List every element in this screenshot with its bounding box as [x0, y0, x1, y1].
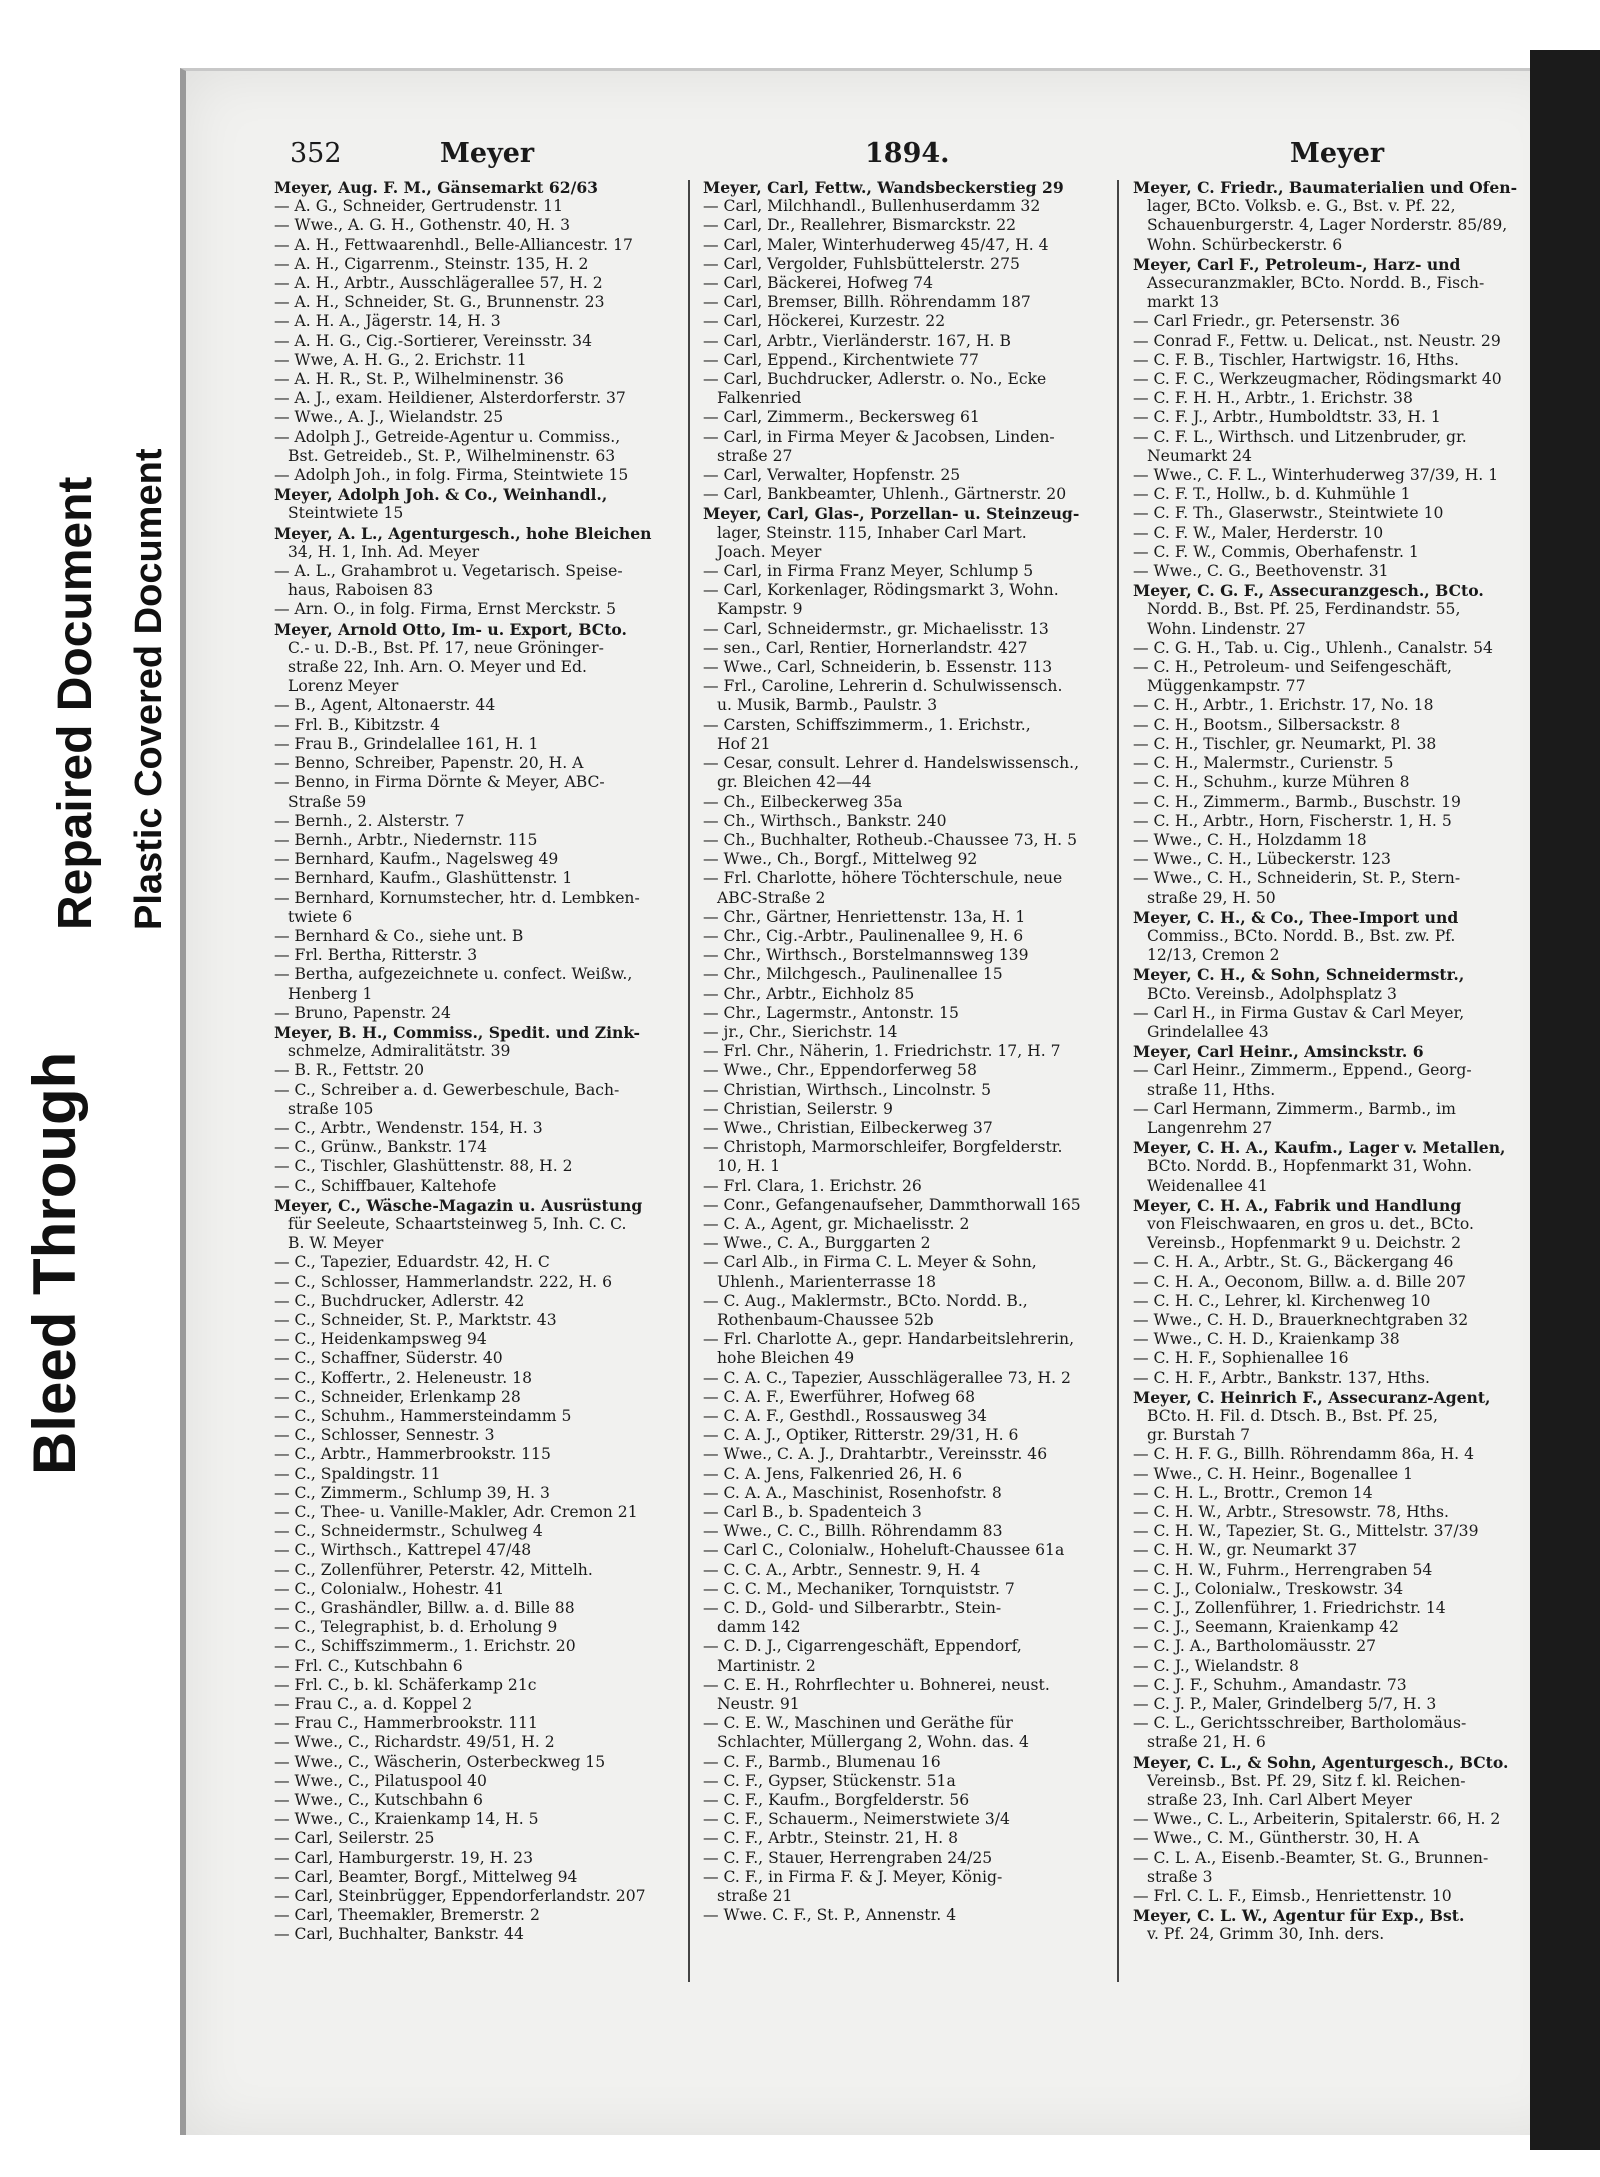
directory-entry: Weidenallee 41 [1147, 1176, 1268, 1195]
directory-entry: 10, H. 1 [717, 1157, 781, 1176]
directory-entry: 34, H. 1, Inh. Ad. Meyer [288, 542, 480, 561]
directory-entry: — C. F., in Firma F. & J. Meyer, König- [703, 1867, 1003, 1886]
directory-entry: — Frl. C., b. kl. Schäferkamp 21c [274, 1675, 537, 1694]
directory-entry: Neumarkt 24 [1147, 446, 1252, 465]
directory-entry: Rothenbaum-Chaussee 52b [717, 1310, 934, 1329]
directory-entry: — Conrad F., Fettw. u. Delicat., nst. Neustr. 29 [1133, 331, 1501, 350]
directory-entry: straße 21, H. 6 [1147, 1733, 1266, 1752]
directory-entry: hohe Bleichen 49 [717, 1349, 855, 1368]
directory-entry: — C. F., Kaufm., Borgfelderstr. 56 [703, 1791, 970, 1810]
directory-entry: — Carl Heinr., Zimmerm., Eppend., Georg- [1133, 1061, 1472, 1080]
directory-entry: Nordd. B., Bst. Pf. 25, Ferdinandstr. 55, [1147, 600, 1461, 619]
directory-entry: — Wwe., C. M., Güntherstr. 30, H. A [1133, 1829, 1420, 1848]
directory-entry: — Frl. C., Kutschbahn 6 [274, 1656, 463, 1675]
directory-entry: Lorenz Meyer [288, 677, 399, 696]
directory-entry: — C. C. M., Mechaniker, Tornquiststr. 7 [703, 1579, 1015, 1598]
directory-entry: — C. A. J., Optiker, Ritterstr. 29/31, H. 6 [703, 1426, 1019, 1445]
directory-entry: — C. L., Gerichtsschreiber, Bartholomäus- [1133, 1714, 1467, 1733]
plastic-covered-label: Plastic Covered Document [128, 448, 170, 930]
directory-entry: — Carl, Maler, Winterhuderweg 45/47, H. 4 [703, 235, 1049, 254]
directory-entry: — C. G. H., Tab. u. Cig., Uhlenh., Canalstr. 54 [1133, 638, 1493, 657]
directory-entry: — C., Heidenkampsweg 94 [274, 1330, 487, 1349]
directory-entry: — C., Schneider, St. P., Marktstr. 43 [274, 1310, 557, 1329]
directory-entry: — Arn. O., in folg. Firma, Ernst Merckstr. 5 [274, 600, 617, 619]
directory-entry: — C. H. C., Lehrer, kl. Kirchenweg 10 [1133, 1291, 1431, 1310]
repaired-document-label: Repaired Document [49, 476, 102, 930]
directory-entry: — Christian, Seilerstr. 9 [703, 1099, 893, 1118]
directory-entry: Schauenburgerstr. 4, Lager Norderstr. 85/89, [1147, 216, 1508, 235]
directory-entry: — Carl, Arbtr., Vierländerstr. 167, H. B [703, 331, 1011, 350]
directory-entry: — B., Agent, Altonaerstr. 44 [274, 696, 496, 715]
directory-entry: Henberg 1 [288, 984, 373, 1003]
directory-entry: — Wwe., C. H., Holzdamm 18 [1133, 830, 1367, 849]
directory-entry: — Carl Hermann, Zimmerm., Barmb., im [1133, 1099, 1456, 1118]
directory-entry: — Carl, Schneidermstr., gr. Michaelisstr. 13 [703, 619, 1049, 638]
directory-entry: Steintwiete 15 [288, 504, 404, 523]
directory-entry: — C. H., Petroleum- und Seifengeschäft, [1133, 658, 1452, 677]
directory-entry: — C. E. H., Rohrflechter u. Bohnerei, neust. [703, 1675, 1050, 1694]
directory-entry: — Wwe, A. H. G., 2. Erichstr. 11 [274, 350, 527, 369]
directory-entry: — Wwe., Carl, Schneiderin, b. Essenstr. 113 [703, 658, 1053, 677]
directory-entry: — C., Schiffbauer, Kaltehofe [274, 1176, 497, 1195]
directory-entry: — C. F. H. H., Arbtr., 1. Erichstr. 38 [1133, 389, 1413, 408]
directory-entry: — Wwe., C. H. D., Kraienkamp 38 [1133, 1330, 1400, 1349]
directory-entry: lager, BCto. Volksb. e. G., Bst. v. Pf. 22, [1147, 197, 1456, 216]
directory-entry: — Carl, Beamter, Borgf., Mittelweg 94 [274, 1867, 578, 1886]
directory-entry: — Wwe., A. J., Wielandstr. 25 [274, 408, 504, 427]
directory-entry: — C., Schaffner, Süderstr. 40 [274, 1349, 503, 1368]
directory-entry: — C. C. A., Arbtr., Sennestr. 9, H. 4 [703, 1560, 981, 1579]
directory-entry: — Adolph Joh., in folg. Firma, Steintwiete 15 [274, 466, 629, 485]
directory-entry: straße 11, Hths. [1147, 1080, 1276, 1099]
directory-entry: — C. D. J., Cigarrengeschäft, Eppendorf, [703, 1637, 1022, 1656]
directory-entry: — C. A., Agent, gr. Michaelisstr. 2 [703, 1214, 970, 1233]
directory-entry: schmelze, Admiralitätstr. 39 [288, 1042, 511, 1061]
directory-entry: BCto. Nordd. B., Hopfenmarkt 31, Wohn. [1147, 1157, 1473, 1176]
directory-entry: — Wwe., C. H. D., Brauerknechtgraben 32 [1133, 1310, 1469, 1329]
directory-entry: Bst. Getreideb., St. P., Wilhelminenstr. 63 [288, 446, 616, 465]
directory-entry: — Wwe., C. L., Arbeiterin, Spitalerstr. 66, H. 2 [1133, 1810, 1501, 1829]
directory-entry: Vereinsb., Bst. Pf. 29, Sitz f. kl. Reichen- [1147, 1771, 1466, 1790]
directory-entry: — Adolph J., Getreide-Agentur u. Commiss., [274, 427, 621, 446]
directory-entry: — Benno, Schreiber, Papenstr. 20, H. A [274, 754, 584, 773]
directory-entry: — Wwe., C., Kutschbahn 6 [274, 1791, 483, 1810]
directory-entry: Schlachter, Müllergang 2, Wohn. das. 4 [717, 1733, 1029, 1752]
directory-entry: haus, Raboisen 83 [288, 581, 434, 600]
directory-entry: Meyer, A. L., Agenturgesch., hohe Bleichen [274, 523, 652, 543]
directory-entry: Neustr. 91 [717, 1695, 800, 1714]
directory-entry: Meyer, C. L. W., Agentur für Exp., Bst. [1133, 1906, 1465, 1926]
directory-entry: — C. H. W., Arbtr., Stresowstr. 78, Hths. [1133, 1503, 1450, 1522]
directory-entry: — C., Buchdrucker, Adlerstr. 42 [274, 1291, 525, 1310]
directory-entry: twiete 6 [288, 907, 353, 926]
directory-entry: — C. F. J., Arbtr., Humboldtstr. 33, H. 1 [1133, 408, 1441, 427]
directory-entry: — Carl, Steinbrügger, Eppendorferlandstr. 207 [274, 1887, 646, 1906]
directory-entry: straße 3 [1147, 1867, 1213, 1886]
directory-entry: — A. H., Arbtr., Ausschlägerallee 57, H. 2 [274, 274, 603, 293]
directory-entry: — Wwe., C. F. L., Winterhuderweg 37/39, H. 1 [1133, 466, 1499, 485]
directory-entry: — C., Koffertr., 2. Heleneustr. 18 [274, 1368, 533, 1387]
directory-entry: Meyer, C., Wäsche-Magazin u. Ausrüstung [274, 1195, 643, 1215]
directory-entry: — B. R., Fettstr. 20 [274, 1061, 425, 1080]
directory-entry: — Carl, Hamburgerstr. 19, H. 23 [274, 1848, 533, 1867]
directory-entry: — C. F., Stauer, Herrengraben 24/25 [703, 1848, 993, 1867]
directory-entry: — C. J., Seemann, Kraienkamp 42 [1133, 1618, 1399, 1637]
directory-entry: — C., Schneidermstr., Schulweg 4 [274, 1522, 543, 1541]
directory-entry: Meyer, C. Friedr., Baumaterialien und Ofen- [1133, 178, 1518, 197]
directory-entry: 12/13, Cremon 2 [1147, 946, 1280, 965]
directory-entry: Falkenried [717, 389, 802, 408]
directory-entry: — Bernh., 2. Alsterstr. 7 [274, 811, 465, 830]
directory-entry: Langenrehm 27 [1147, 1118, 1273, 1137]
directory-entry: Martinistr. 2 [717, 1656, 816, 1675]
directory-entry: — C., Schlosser, Sennestr. 3 [274, 1426, 495, 1445]
directory-entry: — Frau B., Grindelallee 161, H. 1 [274, 734, 539, 753]
directory-entry: — A. H., Schneider, St. G., Brunnenstr. 23 [274, 293, 605, 312]
directory-entry: — Wwe., C., Pilatuspool 40 [274, 1771, 487, 1790]
directory-entry: Assecuranzmakler, BCto. Nordd. B., Fisch- [1147, 274, 1485, 293]
directory-entry: — A. H. R., St. P., Wilhelminenstr. 36 [274, 370, 564, 389]
directory-entry: — C. L. A., Eisenb.-Beamter, St. G., Brunnen- [1133, 1848, 1489, 1867]
directory-entry: — Frl. C. L. F., Eimsb., Henriettenstr. 10 [1133, 1887, 1452, 1906]
directory-entry: — A. J., exam. Heildiener, Alsterdorferstr. 37 [274, 389, 626, 408]
directory-entry: — C. F. L., Wirthsch. und Litzenbruder, gr. [1133, 427, 1467, 446]
directory-entry: — C. H. A., Arbtr., St. G., Bäckergang 46 [1133, 1253, 1454, 1272]
directory-entry: Meyer, C. Heinrich F., Assecuranz-Agent, [1133, 1387, 1491, 1407]
directory-entry: — C. H., Zimmerm., Barmb., Buschstr. 19 [1133, 792, 1461, 811]
directory-entry: — jr., Chr., Sierichstr. 14 [703, 1022, 898, 1041]
directory-entry: — C. J., Wielandstr. 8 [1133, 1656, 1299, 1675]
directory-entry: — Wwe., C., Kraienkamp 14, H. 5 [274, 1810, 539, 1829]
directory-entry: — Wwe., C. H. Heinr., Bogenallee 1 [1133, 1464, 1414, 1483]
directory-entry: — Carl Friedr., gr. Petersenstr. 36 [1133, 312, 1400, 331]
directory-entry: — C. A. F., Gesthdl., Rossausweg 34 [703, 1407, 987, 1425]
directory-entry: — C. F. Th., Glaserwstr., Steintwiete 10 [1133, 504, 1444, 523]
header-left-name: Meyer [440, 138, 535, 169]
directory-entry: — C. H. F., Arbtr., Bankstr. 137, Hths. [1133, 1368, 1430, 1387]
directory-entry: — Carl Alb., in Firma C. L. Meyer & Sohn, [703, 1253, 1037, 1272]
directory-entry: — C., Arbtr., Wendenstr. 154, H. 3 [274, 1118, 543, 1137]
directory-entry: — C., Zollenführer, Peterstr. 42, Mittelh. [274, 1560, 593, 1579]
directory-entry: — Carl B., b. Spadenteich 3 [703, 1503, 922, 1522]
directory-entry: Grindelallee 43 [1147, 1022, 1269, 1041]
directory-entry: — Carl, Bäckerei, Hofweg 74 [703, 274, 934, 293]
directory-entry: — C. F. W., Maler, Herderstr. 10 [1133, 523, 1384, 542]
header-year: 1894. [865, 138, 950, 169]
directory-entry: — C. H., Bootsm., Silbersackstr. 8 [1133, 715, 1401, 734]
directory-entry: — Frl. Charlotte, höhere Töchterschule, neue [703, 869, 1063, 888]
directory-entry: — Bernhard, Kornumstecher, htr. d. Lembken- [274, 888, 640, 907]
directory-entry: damm 142 [717, 1618, 801, 1637]
directory-entry: — Carl H., in Firma Gustav & Carl Meyer, [1133, 1003, 1465, 1022]
directory-entry: Meyer, Carl F., Petroleum-, Harz- und [1133, 254, 1461, 274]
directory-entry: — Conr., Gefangenaufseher, Dammthorwall 165 [703, 1195, 1081, 1214]
directory-entry: — C., Telegraphist, b. d. Erholung 9 [274, 1618, 558, 1637]
directory-entry: — C. H., Arbtr., Horn, Fischerstr. 1, H. 5 [1133, 811, 1452, 830]
directory-column-2 [703, 178, 1108, 1925]
directory-entry: Hof 21 [717, 734, 771, 753]
directory-entry: C.- u. D.-B., Bst. Pf. 17, neue Gröninger- [288, 638, 604, 657]
directory-entry: Meyer, Carl, Glas-, Porzellan- u. Steinzeug- [703, 504, 1080, 524]
directory-entry: — C., Tapezier, Eduardstr. 42, H. C [274, 1253, 550, 1272]
directory-entry: — C. H. W., gr. Neumarkt 37 [1133, 1541, 1358, 1560]
directory-entry: u. Musik, Barmb., Paulstr. 3 [717, 696, 938, 715]
page-edge-shadow [1530, 50, 1600, 2150]
page-number: 352 [290, 138, 342, 169]
directory-entry: — Benno, in Firma Dörnte & Meyer, ABC- [274, 773, 605, 792]
directory-entry: — A. H. A., Jägerstr. 14, H. 3 [274, 312, 501, 331]
directory-entry: — Carl, Dr., Reallehrer, Bismarckstr. 22 [703, 216, 1017, 235]
directory-entry: — Carl, Eppend., Kirchentwiete 77 [703, 350, 979, 369]
directory-entry: v. Pf. 24, Grimm 30, Inh. ders. [1147, 1925, 1385, 1944]
directory-entry: — C. H. F. G., Billh. Röhrendamm 86a, H. 4 [1133, 1445, 1474, 1464]
directory-entry: Meyer, Aug. F. M., Gänsemarkt 62/63 [274, 178, 599, 197]
column-rule [1117, 180, 1119, 1982]
directory-entry: — C. J. A., Bartholomäusstr. 27 [1133, 1637, 1377, 1656]
directory-entry: — C. H. W., Tapezier, St. G., Mittelstr. 37/39 [1133, 1522, 1479, 1541]
directory-entry: — Wwe., C. H., Lübeckerstr. 123 [1133, 850, 1391, 869]
directory-entry: Commiss., BCto. Nordd. B., Bst. zw. Pf. [1147, 926, 1456, 945]
directory-entry: — C. H., Tischler, gr. Neumarkt, Pl. 38 [1133, 734, 1437, 753]
directory-entry: — C. F., Barmb., Blumenau 16 [703, 1752, 941, 1771]
directory-entry: — Wwe., C. G., Beethovenstr. 31 [1133, 562, 1389, 581]
directory-entry: straße 23, Inh. Carl Albert Meyer [1147, 1791, 1412, 1810]
page-header [290, 138, 1525, 178]
directory-entry: — Carl, Bremser, Billh. Röhrendamm 187 [703, 293, 1031, 312]
directory-entry: lager, Steinstr. 115, Inhaber Carl Mart. [717, 523, 1027, 542]
directory-entry: — Chr., Wirthsch., Borstelmannsweg 139 [703, 946, 1029, 965]
directory-entry: — Carl, Theemakler, Bremerstr. 2 [274, 1906, 540, 1925]
directory-entry: — Ch., Wirthsch., Bankstr. 240 [703, 811, 947, 830]
directory-entry: — Cesar, consult. Lehrer d. Handelswissensch., [703, 754, 1080, 773]
directory-entry: gr. Burstah 7 [1147, 1426, 1251, 1445]
directory-entry: Straße 59 [288, 792, 367, 811]
directory-entry: BCto. H. Fil. d. Dtsch. B., Bst. Pf. 25, [1147, 1407, 1438, 1425]
directory-entry: markt 13 [1147, 293, 1220, 312]
directory-entry: Meyer, C. G. F., Assecuranzgesch., BCto. [1133, 581, 1484, 601]
directory-entry: — C. Aug., Maklermstr., BCto. Nordd. B., [703, 1291, 1028, 1310]
directory-entry: — C. E. W., Maschinen und Geräthe für [703, 1714, 1013, 1733]
directory-entry: — Frl. Chr., Näherin, 1. Friedrichstr. 17, H. 7 [703, 1042, 1061, 1061]
directory-entry: — C. F. T., Hollw., b. d. Kuhmühle 1 [1133, 485, 1411, 504]
directory-entry: — Carl, Zimmerm., Beckersweg 61 [703, 408, 980, 427]
directory-entry: — Bernhard, Kaufm., Nagelsweg 49 [274, 850, 559, 869]
directory-entry: — Frl. Bertha, Ritterstr. 3 [274, 946, 478, 965]
directory-entry: Joach. Meyer [717, 542, 822, 561]
header-right-name: Meyer [1290, 138, 1385, 169]
directory-entry: — Carl, Milchhandl., Bullenhuserdamm 32 [703, 197, 1041, 216]
directory-entry: — Bertha, aufgezeichnete u. confect. Weißw., [274, 965, 633, 984]
directory-entry: — C., Thee- u. Vanille-Makler, Adr. Cremon 21 [274, 1503, 638, 1522]
directory-entry: — Chr., Cig.-Arbtr., Paulinenallee 9, H. 6 [703, 926, 1024, 945]
directory-entry: — Wwe. C. F., St. P., Annenstr. 4 [703, 1906, 957, 1925]
directory-entry: — C. A. Jens, Falkenried 26, H. 6 [703, 1464, 963, 1483]
directory-entry: — C., Tischler, Glashüttenstr. 88, H. 2 [274, 1157, 573, 1176]
directory-entry: Meyer, C. H., & Sohn, Schneidermstr., [1133, 965, 1465, 985]
directory-entry: — C., Zimmerm., Schlump 39, H. 3 [274, 1483, 550, 1502]
directory-entry: Meyer, C. H. A., Fabrik und Handlung [1133, 1195, 1462, 1215]
directory-entry: Meyer, B. H., Commiss., Spedit. und Zink- [274, 1022, 641, 1042]
directory-entry: — Carl, in Firma Franz Meyer, Schlump 5 [703, 562, 1034, 581]
directory-entry: — Wwe., C., Richardstr. 49/51, H. 2 [274, 1733, 555, 1752]
directory-entry: — C., Schlosser, Hammerlandstr. 222, H. 6 [274, 1272, 613, 1291]
directory-entry: Meyer, Arnold Otto, Im- u. Export, BCto. [274, 619, 627, 639]
directory-entry: — C. H., Arbtr., 1. Erichstr. 17, No. 18 [1133, 696, 1434, 715]
directory-entry: — C., Wirthsch., Kattrepel 47/48 [274, 1541, 532, 1560]
directory-entry: — Wwe., Christian, Eilbeckerweg 37 [703, 1118, 993, 1137]
directory-entry: von Fleischwaaren, en gros u. det., BCto. [1147, 1214, 1474, 1233]
directory-entry: — C., Schuhm., Hammersteindamm 5 [274, 1407, 572, 1425]
directory-entry: — C. H. F., Sophienallee 16 [1133, 1349, 1349, 1368]
directory-column-3 [1133, 178, 1538, 1945]
directory-entry: — Carl, Buchdrucker, Adlerstr. o. No., Ecke [703, 370, 1047, 389]
directory-entry: — C. F., Arbtr., Steinstr. 21, H. 8 [703, 1829, 958, 1848]
directory-entry: — A. H. G., Cig.-Sortierer, Vereinsstr. 34 [274, 331, 593, 350]
directory-entry: Meyer, C. L., & Sohn, Agenturgesch., BCto. [1133, 1752, 1509, 1772]
directory-entry: — Frau C., a. d. Koppel 2 [274, 1695, 473, 1714]
directory-entry: — C. H. L., Brottr., Cremon 14 [1133, 1483, 1373, 1502]
directory-entry: — A. L., Grahambrot u. Vegetarisch. Speise- [274, 562, 623, 581]
directory-entry: — Frl. Clara, 1. Erichstr. 26 [703, 1176, 922, 1195]
directory-entry: — C. J., Colonialw., Treskowstr. 34 [1133, 1579, 1404, 1598]
directory-entry: — C. A. C., Tapezier, Ausschlägerallee 73, H. 2 [703, 1368, 1071, 1387]
directory-entry: — Christoph, Marmorschleifer, Borgfelderstr. [703, 1138, 1063, 1157]
directory-entry: — C. D., Gold- und Silberarbtr., Stein- [703, 1599, 1002, 1618]
directory-entry: BCto. Vereinsb., Adolphsplatz 3 [1147, 984, 1397, 1003]
bleed-through-label: Bleed Through [21, 1051, 88, 1475]
directory-entry: — Wwe., A. G. H., Gothenstr. 40, H. 3 [274, 216, 571, 235]
directory-entry: straße 27 [717, 446, 793, 465]
directory-entry: B. W. Meyer [288, 1234, 384, 1253]
directory-entry: — Christian, Wirthsch., Lincolnstr. 5 [703, 1080, 992, 1099]
directory-entry: — C., Schneider, Erlenkamp 28 [274, 1387, 521, 1406]
directory-entry: — Wwe., C. A., Burggarten 2 [703, 1234, 931, 1253]
directory-entry: — Carsten, Schiffszimmerm., 1. Erichstr., [703, 715, 1031, 734]
directory-entry: — Wwe., C. H., Schneiderin, St. P., Stern- [1133, 869, 1461, 888]
directory-entry: — Wwe., C. A. J., Drahtarbtr., Vereinsstr. 46 [703, 1445, 1048, 1464]
directory-entry: — Frl. Charlotte A., gepr. Handarbeitslehrerin, [703, 1330, 1075, 1349]
directory-entry: — C. H. W., Fuhrm., Herrengraben 54 [1133, 1560, 1433, 1579]
directory-entry: — Carl, Seilerstr. 25 [274, 1829, 435, 1848]
directory-entry: — C., Schreiber a. d. Gewerbeschule, Bach- [274, 1080, 620, 1099]
directory-entry: Meyer, Carl, Fettw., Wandsbeckerstieg 29 [703, 178, 1064, 197]
directory-entry: — Wwe., C. C., Billh. Röhrendamm 83 [703, 1522, 1003, 1541]
directory-entry: — C. F. W., Commis, Oberhafenstr. 1 [1133, 542, 1419, 561]
directory-entry: — C. F., Gypser, Stückenstr. 51a [703, 1771, 956, 1790]
directory-entry: — C. A. A., Maschinist, Rosenhofstr. 8 [703, 1483, 1002, 1502]
directory-entry: — Carl, Korkenlager, Rödingsmarkt 3, Wohn. [703, 581, 1059, 600]
directory-entry: — Chr., Milchgesch., Paulinenallee 15 [703, 965, 1003, 984]
directory-column-1 [274, 178, 679, 1945]
directory-entry: für Seeleute, Schaartsteinweg 5, Inh. C. C. [288, 1214, 627, 1233]
directory-entry: Uhlenh., Marienterrasse 18 [717, 1272, 937, 1291]
directory-entry: — C. J. F., Schuhm., Amandastr. 73 [1133, 1675, 1407, 1694]
stamp-area [0, 0, 185, 2177]
directory-entry: — Bruno, Papenstr. 24 [274, 1003, 451, 1022]
directory-entry: — Wwe., Ch., Borgf., Mittelweg 92 [703, 850, 978, 869]
directory-entry: — sen., Carl, Rentier, Hornerlandstr. 427 [703, 638, 1028, 657]
directory-entry: — Carl C., Colonialw., Hoheluft-Chaussee 61a [703, 1541, 1065, 1560]
directory-entry: Meyer, C. H., & Co., Thee-Import und [1133, 907, 1459, 927]
directory-entry: — Ch., Eilbeckerweg 35a [703, 792, 903, 811]
directory-entry: — Frl., Caroline, Lehrerin d. Schulwissensch. [703, 677, 1063, 696]
directory-entry: — Carl, Höckerei, Kurzestr. 22 [703, 312, 946, 331]
directory-entry: — C. F., Schauerm., Neimerstwiete 3/4 [703, 1810, 1010, 1829]
directory-entry: — C., Spaldingstr. 11 [274, 1464, 441, 1483]
directory-entry: — C. H., Malermstr., Curienstr. 5 [1133, 754, 1394, 773]
directory-entry: Meyer, Adolph Joh. & Co., Weinhandl., [274, 485, 608, 505]
directory-entry: ABC-Straße 2 [717, 888, 826, 907]
directory-entry: — C., Schiffszimmerm., 1. Erichstr. 20 [274, 1637, 576, 1656]
directory-entry: Müggenkampstr. 77 [1147, 677, 1306, 696]
directory-entry: — C. F. C., Werkzeugmacher, Rödingsmarkt 40 [1133, 370, 1502, 389]
directory-entry: — A. H., Cigarrenm., Steinstr. 135, H. 2 [274, 254, 589, 273]
directory-entry: — Frau C., Hammerbrookstr. 111 [274, 1714, 538, 1733]
directory-entry: Vereinsb., Hopfenmarkt 9 u. Deichstr. 2 [1147, 1234, 1462, 1253]
directory-entry: — Bernh., Arbtr., Niedernstr. 115 [274, 830, 538, 849]
directory-entry: gr. Bleichen 42—44 [717, 773, 872, 792]
directory-entry: straße 21 [717, 1887, 793, 1906]
directory-entry: Meyer, Carl Heinr., Amsinckstr. 6 [1133, 1042, 1424, 1062]
directory-entry: straße 105 [288, 1099, 374, 1118]
directory-entry: — Bernhard & Co., siehe unt. B [274, 926, 524, 945]
directory-entry: — C. A. F., Ewerführer, Hofweg 68 [703, 1387, 975, 1406]
directory-entry: straße 22, Inh. Arn. O. Meyer und Ed. [288, 658, 587, 677]
directory-entry: — Carl, in Firma Meyer & Jacobsen, Linden- [703, 427, 1055, 446]
directory-entry: Wohn. Schürbeckerstr. 6 [1147, 235, 1343, 254]
directory-entry: — Carl, Vergolder, Fuhlsbüttelerstr. 275 [703, 254, 1020, 273]
directory-entry: — Chr., Arbtr., Eichholz 85 [703, 984, 915, 1003]
directory-entry: — Chr., Lagermstr., Antonstr. 15 [703, 1003, 959, 1022]
directory-entry: — Frl. B., Kibitzstr. 4 [274, 715, 440, 734]
directory-entry: — C. F. B., Tischler, Hartwigstr. 16, Hths. [1133, 350, 1459, 369]
directory-entry: — C. H., Schuhm., kurze Mühren 8 [1133, 773, 1410, 792]
directory-entry: — Wwe., Chr., Eppendorferweg 58 [703, 1061, 977, 1080]
directory-entry: — C. J. P., Maler, Grindelberg 5/7, H. 3 [1133, 1695, 1437, 1714]
directory-entry: — C., Colonialw., Hohestr. 41 [274, 1579, 505, 1598]
directory-entry: — Carl, Verwalter, Hopfenstr. 25 [703, 466, 961, 485]
directory-entry: — Ch., Buchhalter, Rotheub.-Chaussee 73, H. 5 [703, 830, 1077, 849]
directory-entry: — Bernhard, Kaufm., Glashüttenstr. 1 [274, 869, 573, 888]
column-rule [688, 180, 690, 1982]
directory-entry: — Carl, Buchhalter, Bankstr. 44 [274, 1925, 524, 1944]
directory-entry: Meyer, C. H. A., Kaufm., Lager v. Metallen, [1133, 1138, 1506, 1158]
directory-entry: — C., Grünw., Bankstr. 174 [274, 1138, 488, 1157]
directory-entry: straße 29, H. 50 [1147, 888, 1276, 907]
directory-entry: Kampstr. 9 [717, 600, 803, 619]
directory-entry: — A. G., Schneider, Gertrudenstr. 11 [274, 197, 564, 216]
directory-entry: — Carl, Bankbeamter, Uhlenh., Gärtnerstr. 20 [703, 485, 1067, 504]
directory-entry: — Chr., Gärtner, Henriettenstr. 13a, H. 1 [703, 907, 1026, 926]
directory-entry: — A. H., Fettwaarenhdl., Belle-Alliancestr. 17 [274, 235, 633, 254]
directory-entry: — C. J., Zollenführer, 1. Friedrichstr. 14 [1133, 1599, 1446, 1618]
directory-entry: — C., Arbtr., Hammerbrookstr. 115 [274, 1445, 551, 1464]
directory-entry: — C. H. A., Oeconom, Billw. a. d. Bille 207 [1133, 1272, 1467, 1291]
directory-entry: Wohn. Lindenstr. 27 [1147, 619, 1306, 638]
directory-entry: — C., Grashändler, Billw. a. d. Bille 88 [274, 1599, 575, 1618]
directory-entry: — Wwe., C., Wäscherin, Osterbeckweg 15 [274, 1752, 606, 1771]
